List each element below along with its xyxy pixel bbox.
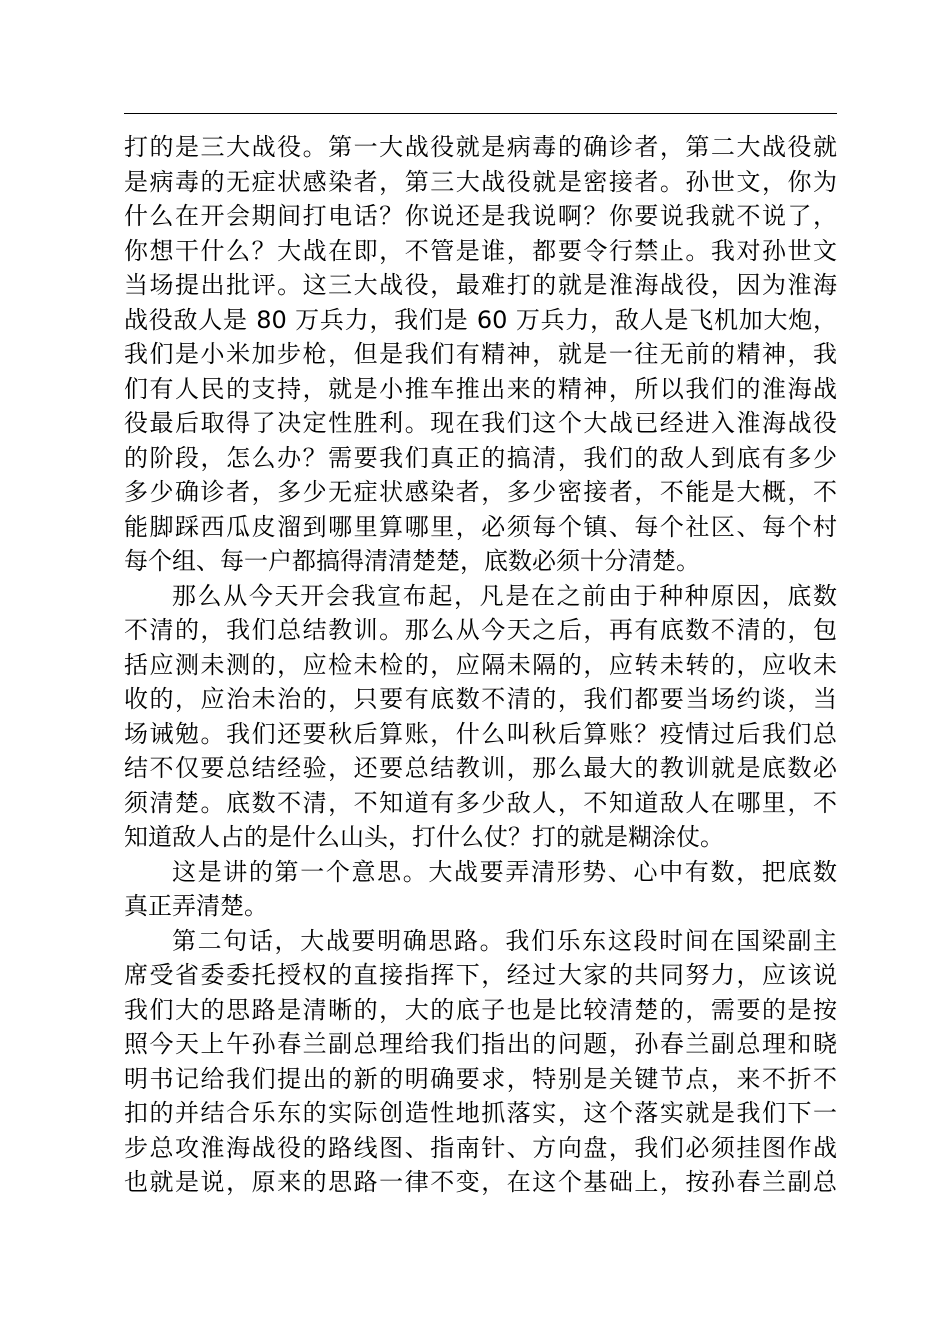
text-line: 也就是说，原来的思路一律不变，在这个基础上，按孙春兰副总	[124, 1168, 837, 1196]
text-line: 照今天上午孙春兰副总理给我们指出的问题，孙春兰副总理和晓	[124, 1030, 837, 1058]
text-line: 每个组、每一户都搞得清清楚楚，底数必须十分清楚。	[124, 547, 700, 575]
text-line: 当场提出批评。这三大战役，最难打的就是淮海战役，因为淮海	[124, 271, 837, 299]
paragraph-start-line: 那么从今天开会我宣布起，凡是在之前由于种种原因，底数	[172, 581, 837, 610]
text-line: 打的是三大战役。第一大战役就是病毒的确诊者，第二大战役就	[124, 133, 837, 161]
text-line: 能脚踩西瓜皮溜到哪里算哪里，必须每个镇、每个社区、每个村	[124, 512, 837, 541]
text-line: 扣的并结合乐东的实际创造性地抓落实，这个落实就是我们下一	[124, 1099, 837, 1127]
document-body	[124, 130, 837, 1200]
text-line: 须清楚。底数不清，不知道有多少敌人，不知道敌人在哪里，不	[124, 788, 837, 817]
text-line: 明书记给我们提出的新的明确要求，特别是关键节点，来不折不	[124, 1064, 837, 1093]
text-line: 的阶段，怎么办？需要我们真正的搞清，我们的敌人到底有多少	[124, 443, 837, 472]
text-line: 收的，应治未治的，只要有底数不清的，我们都要当场约谈，当	[124, 685, 837, 713]
paragraph-start-line: 这是讲的第一个意思。大战要弄清形势、心中有数，把底数	[172, 857, 837, 886]
text-line: 我们大的思路是清晰的，大的底子也是比较清楚的，需要的是按	[124, 995, 837, 1024]
text-line: 知道敌人占的是什么山头，打什么仗？打的就是糊涂仗。	[124, 823, 724, 851]
text-line: 多少确诊者，多少无症状感染者，多少密接者，不能是大概，不	[124, 478, 837, 506]
paragraph-start-line: 第二句话，大战要明确思路。我们乐东这段时间在国梁副主	[172, 926, 837, 955]
header-rule	[124, 113, 837, 114]
text-line: 括应测未测的，应检未检的，应隔未隔的，应转未转的，应收未	[124, 650, 837, 679]
text-line: 真正弄清楚。	[124, 892, 268, 920]
text-line: 役最后取得了决定性胜利。现在我们这个大战已经进入淮海战役	[124, 409, 837, 437]
text-line: 们有人民的支持，就是小推车推出来的精神，所以我们的淮海战	[124, 374, 837, 403]
text-line: 场诫勉。我们还要秋后算账，什么叫秋后算账？疫情过后我们总	[124, 719, 837, 748]
text-line: 是病毒的无症状感染者，第三大战役就是密接者。孙世文，你为	[124, 167, 837, 196]
text-line: 什么在开会期间打电话？你说还是我说啊？你要说我就不说了，	[124, 202, 837, 230]
text-line: 战役敌人是 80 万兵力，我们是 60 万兵力，敌人是飞机加大炮，	[124, 305, 837, 334]
text-line: 你想干什么？大战在即，不管是谁，都要令行禁止。我对孙世文	[124, 236, 837, 265]
text-line: 席受省委委托授权的直接指挥下，经过大家的共同努力，应该说	[124, 961, 837, 989]
text-line: 结不仅要总结经验，还要总结教训，那么最大的教训就是底数必	[124, 754, 837, 782]
text-line: 不清的，我们总结教训。那么从今天之后，再有底数不清的，包	[124, 616, 837, 644]
text-line: 步总攻淮海战役的路线图、指南针、方向盘，我们必须挂图作战	[124, 1133, 837, 1162]
text-line: 我们是小米加步枪，但是我们有精神，就是一往无前的精神，我	[124, 340, 837, 368]
